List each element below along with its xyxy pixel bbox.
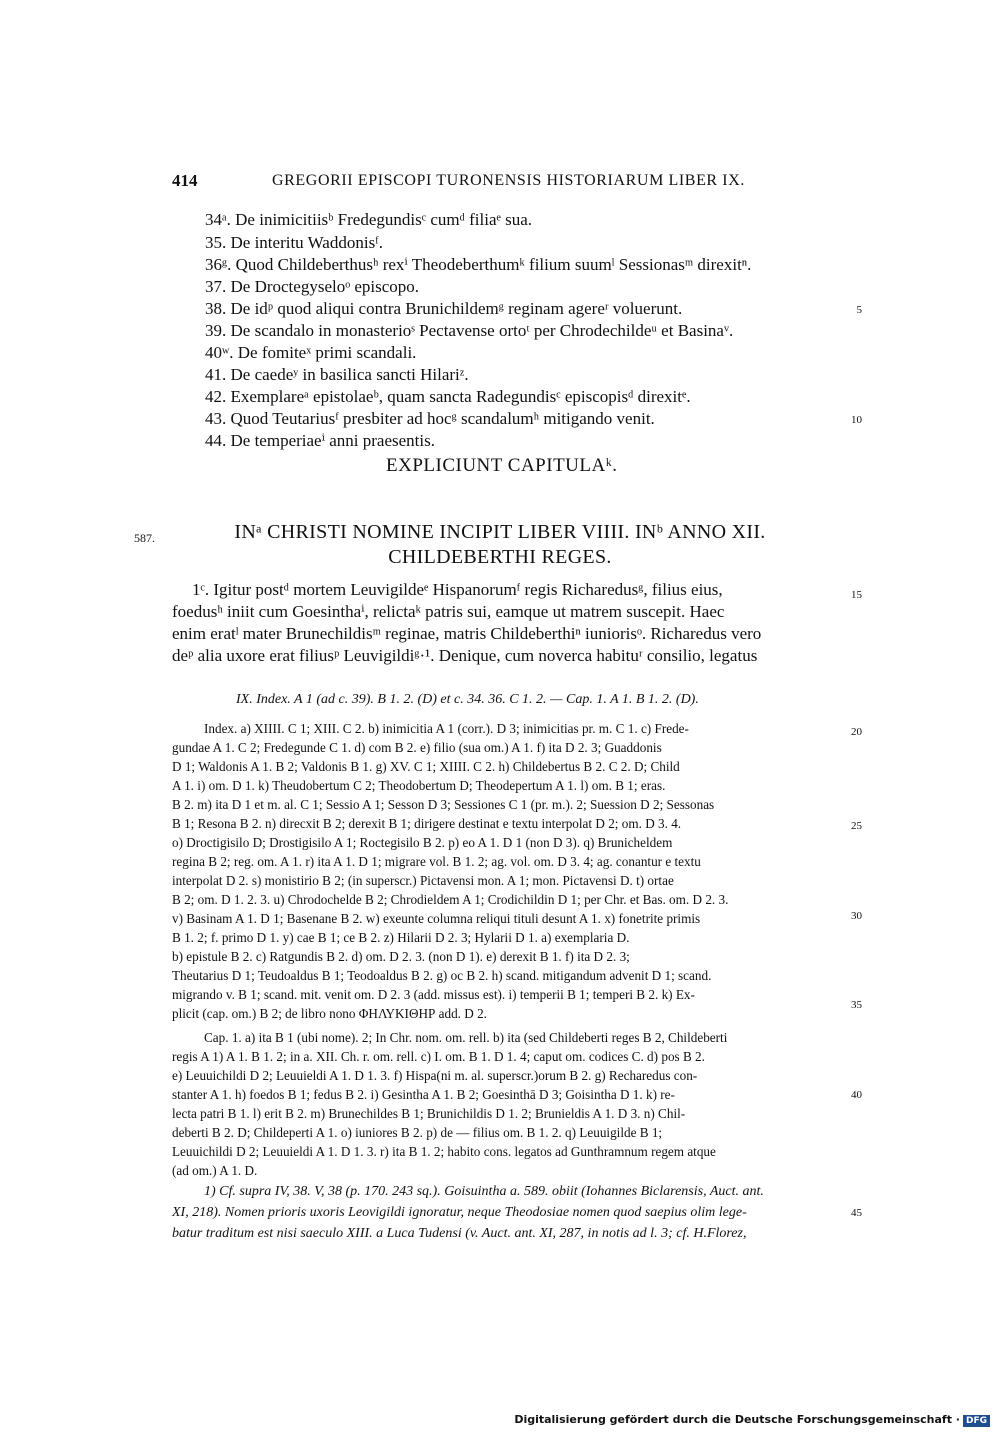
apparatus-line: gundae A 1. C 2; Fredegunde C 1. d) com B 2. e) filio (sua om.) A 1. f) ita D 2. 3; Guaddonis [172, 740, 662, 755]
apparatus-line: B 1. 2; f. primo D 1. y) cae B 1; ce B 2. z) Hilarii D 2. 3; Hylarii D 1. a) exemplaria D. [172, 930, 630, 945]
running-title: GREGORII EPISCOPI TURONENSIS HISTORIARUM LIBER IX. [272, 172, 745, 189]
apparatus-line: regis A 1) A 1. B 1. 2; in a. XII. Ch. r. om. rell. c) I. om. B 1. D 1. 4; caput om. codices C. d) pos B 2. [172, 1049, 705, 1064]
line-number: 30 [851, 910, 862, 922]
apparatus-line: v) Basinam A 1. D 1; Basenane B 2. w) exeunte columna reliqui tituli desunt A 1. x) fonetrite primis [172, 911, 701, 926]
chapter-36: 36ᵍ. Quod Childeberthusʰ rexⁱ Theodeberthumᵏ filium suumˡ Sessionasᵐ direxitⁿ. [205, 255, 752, 274]
apparatus-line: lecta patri B 1. l) erit B 2. m) Brunechildes B 1; Brunichildis D 1. 2; Brunieldis A 1. D 3. n) Chil- [172, 1106, 686, 1121]
chapter-34: 34ᵃ. De inimicitiisᵇ Fredegundisᶜ cumᵈ filiaᵉ sua. [205, 210, 533, 229]
funding-footer [514, 1413, 990, 1427]
apparatus-line: D 1; Waldonis A 1. B 2; Valdonis B 1. g) XV. C 1; XIIII. C 2. h) Childebertus B 2. C 2. D; Child [172, 759, 680, 774]
apparatus-line: Cap. 1. a) ita B 1 (ubi nome). 2; In Chr. nom. om. rell. b) ita (sed Childeberti reges B 2, Childeberti [204, 1030, 728, 1045]
page-number: 414 [172, 171, 198, 190]
line-number: 5 [856, 304, 862, 316]
apparatus-line: B 2. m) ita D 1 et m. al. C 1; Sessio A 1; Sesson D 3; Sessiones C 1 (pr. m.). 2; Suession D 2; Sessonas [172, 797, 715, 812]
footnote-line: batur traditum est nisi saeculo XIII. a Luca Tudensi (v. Auct. ant. XI, 287, in notis ad l. 3; cf. H.Florez, [172, 1226, 747, 1241]
chapter-44: 44. De temperiaeⁱ anni praesentis. [205, 431, 435, 450]
chapter-35: 35. De interitu Waddonisᶠ. [205, 233, 383, 252]
apparatus-line: b) epistule B 2. c) Ratgundis B 2. d) om. D 2. 3. (non D 1). e) derexit B 1. f) ita D 2. 3; [172, 949, 630, 964]
line-number: 35 [851, 999, 862, 1011]
body-line: foedusʰ iniit cum Goesinthaⁱ, relictaᵏ patris sui, eamque ut matrem suscepit. Haec [172, 602, 725, 621]
line-number: 15 [851, 589, 862, 601]
footnote-line: XI, 218). Nomen prioris uxoris Leovigildi ignoratur, neque Theodosiae nomen quod saepius olim lege- [172, 1205, 747, 1220]
line-number: 10 [851, 414, 862, 426]
funding-text: Digitalisierung gefördert durch die Deutsche Forschungsgemeinschaft · [514, 1413, 960, 1426]
apparatus-line: deberti B 2. D; Childeperti A 1. o) iuniores B 2. p) de — filius om. B 1. 2. q) Leuuigilde B 1; [172, 1125, 663, 1140]
line-number: 20 [851, 726, 862, 738]
apparatus-line: stanter A 1. h) foedos B 1; fedus B 2. i) Gesintha A 1. B 2; Goesinthā D 3; Goisintha D 1. k) re- [172, 1087, 675, 1102]
apparatus-line: A 1. i) om. D 1. k) Theudobertum C 2; Theodobertum D; Theodepertum A 1. l) om. B 1; eras. [172, 778, 666, 793]
apparatus-line: e) Leuuichildi D 2; Leuuieldi A 1. D 1. 3. f) Hispa(ni m. al. superscr.)orum B 2. g) Recharedus con- [172, 1068, 698, 1083]
body-line: enim eratˡ mater Brunechildisᵐ reginae, matris Childeberthiⁿ iuniorisᵒ. Richaredus vero [172, 624, 762, 643]
apparatus-line: migrando v. B 1; scand. mit. venit om. D 2. 3 (add. missus est). i) temperii B 1; temperi B 2. k) Ex- [172, 987, 695, 1002]
footnote-line: 1) Cf. supra IV, 38. V, 38 (p. 170. 243 sq.). Goisuintha a. 589. obiit (Iohannes Biclarensis, Auct. ant. [204, 1184, 764, 1199]
apparatus-line: Leuuichildi D 2; Leuuieldi A 1. D 1. 3. r) ita B 1. 2; habito cons. legatos ad Gunthramnum regem atque [172, 1144, 716, 1159]
margin-year: 587. [134, 531, 155, 545]
apparatus-line: plicit (cap. om.) B 2; de libro nono ΦΗΛΥΚΙΘΗΡ add. D 2. [172, 1006, 487, 1021]
dfg-logo: DFG [963, 1415, 990, 1427]
chapter-38: 38. De idᵖ quod aliqui contra Brunichildemᵍ reginam agereʳ voluerunt. [205, 299, 683, 318]
apparatus-line: B 1; Resona B 2. n) direcxit B 2; derexit B 1; dirigere destinat e textu interpolat D 2; om. D 3. 4. [172, 816, 682, 831]
chapter-43: 43. Quod Teutariusᶠ presbiter ad hocᵍ scandalumʰ mitigando venit. [205, 409, 655, 428]
chapter-39: 39. De scandalo in monasterioˢ Pectavense ortoᵗ per Chrodechildeᵘ et Basinaᵛ. [205, 321, 734, 340]
chapter-40: 40ʷ. De fomiteˣ primi scandali. [205, 343, 417, 362]
explicit-heading: EXPLICIUNT CAPITULAᵏ. [386, 455, 618, 476]
chapter-37: 37. De Droctegyseloᵒ episcopo. [205, 277, 420, 296]
apparatus-line: o) Droctigisilo D; Drostigisilo A 1; Roctegisilo B 2. p) eo A 1. D 1 (non D 3). q) Brunicheldem [172, 835, 673, 850]
chapter-42: 42. Exemplareᵃ epistolaeᵇ, quam sancta Radegundisᶜ episcopisᵈ direxitᵉ. [205, 387, 691, 406]
incipit-line-1: INᵃ CHRISTI NOMINE INCIPIT LIBER VIIII. INᵇ ANNO XII. [234, 521, 766, 543]
incipit-line-2: CHILDEBERTHI REGES. [388, 546, 612, 568]
apparatus-line: B 2; om. D 1. 2. 3. u) Chrodochelde B 2; Chrodieldem A 1; Crodichildin D 1; per Chr. et Bas. om. D 2. 3. [172, 892, 729, 907]
chapter-41: 41. De caedeʸ in basilica sancti Hilariᶻ. [205, 365, 469, 384]
sources-line: IX. Index. A 1 (ad c. 39). B 1. 2. (D) et c. 34. 36. C 1. 2. — Cap. 1. A 1. B 1. 2. (D). [236, 692, 699, 707]
body-line: deᵖ alia uxore erat filiusᵖ Leuvigildiᵍ·¹. Denique, cum noverca habituʳ consilio, legatus [172, 646, 758, 665]
line-number: 25 [851, 820, 862, 832]
apparatus-line: interpolat D 2. s) monistirio B 2; (in superscr.) Pictavensi mon. A 1; mon. Pictavensi D. t) ortae [172, 873, 674, 888]
apparatus-line: Theutarius D 1; Teudoaldus B 1; Teodoaldus B 2. g) oc B 2. h) scand. mitigandum advenit D 1; scand. [172, 968, 712, 983]
apparatus-line: regina B 2; reg. om. A 1. r) ita A 1. D 1; migrare vol. B 1. 2; ag. vol. om. D 3. 4; ag. conantur e textu [172, 854, 701, 869]
line-number: 45 [851, 1207, 862, 1219]
apparatus-line: Index. a) XIIII. C 1; XIII. C 2. b) inimicitia A 1 (corr.). D 3; inimicitias pr. m. C 1. c) Frede- [204, 721, 689, 736]
apparatus-line: (ad om.) A 1. D. [172, 1163, 258, 1178]
line-number: 40 [851, 1089, 862, 1101]
body-line: 1ᶜ. Igitur postᵈ mortem Leuvigildeᵉ Hispanorumᶠ regis Richaredusᵍ, filius eius, [192, 580, 723, 599]
